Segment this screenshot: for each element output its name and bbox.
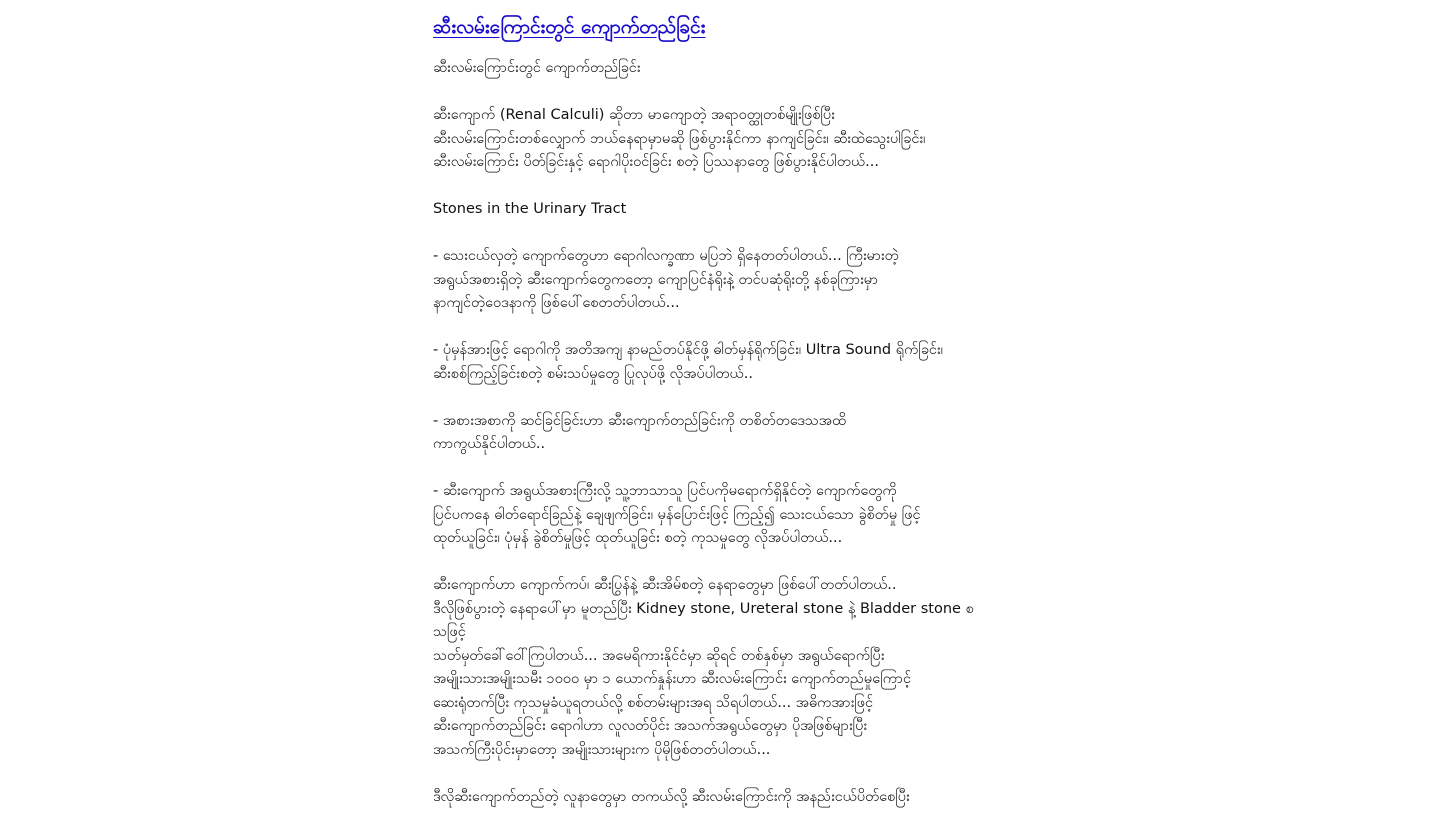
diagnosis-paragraph: - ပုံမှန်အားဖြင့် ရောဂါကို အတိအကျ နာမည်တပ်နိုင်ဖို့ ဓါတ်မှန်ရိုက်ခြင်း၊ Ultra Sound ရိုက်ခြင်း၊ ဆီးစစ်ကြည့်ခြင်းစတဲ့ စမ်းသပ်မှုတွေ ပြုလုပ်ဖို့ လိုအပ်ပါတယ်.. bbox=[433, 342, 943, 382]
english-subtitle-paragraph: Stones in the Urinary Tract bbox=[433, 201, 627, 217]
prevention-paragraph: - အစားအစာကို ဆင်ခြင်ခြင်းဟာ ဆီးကျောက်တည်ခြင်းကို တစိတ်တဒေသအထိ ကာကွယ်နိုင်ပါတယ်.. bbox=[433, 412, 847, 452]
article-title-link[interactable]: ဆီးလမ်းကြောင်းတွင် ကျောက်တည်ခြင်း bbox=[433, 16, 706, 38]
article bbox=[433, 10, 993, 833]
definition-paragraph: ဆီးကျောက် (Renal Calculi) ဆိုတာ မာကျောတဲ့ အရာဝတ္ထုတစ်မျိုးဖြစ်ပြီး ဆီးလမ်းကြောင်းတစ်လျှောက် ဘယ်နေရာမှာမဆို ဖြစ်ပွားနိုင်ကာ နာကျင်ခြင်း၊ ဆီးထဲသွေးပါခြင်း၊ ဆီးလမ်းကြောင်း ပိတ်ခြင်းနှင့် ရောဂါပိုးဝင်ခြင်း စတဲ့ ပြဿနာတွေ ဖြစ်ပွားနိုင်ပါတယ်... bbox=[433, 107, 926, 170]
location-statistics-paragraph: ဆီးကျောက်ဟာ ကျောက်ကပ်၊ ဆီးပြွန်နဲ့ ဆီးအိမ်စတဲ့ နေရာတွေမှာ ဖြစ်ပေါ်တတ်ပါတယ်.. ဒီလိုဖြစ်ပွားတဲ့ နေရာပေါ်မှာ မူတည်ပြီး Kidney stone, Ureteral stone နဲ့ Bladder stone စသဖြင့် သတ်မှတ်ခေါ်ဝေါ်ကြပါတယ်... အမေရိကားနိုင်ငံမှာ ဆိုရင် တစ်နှစ်မှာ အရွယ်ရောက်ပြီး အမျိုးသားအမျိုးသမီး ၁၀၀၀ မှာ ၁ ယောက်နှုန်းဟာ ဆီးလမ်းကြောင်း ကျောက်တည်မှုကြောင့် ဆေးရုံတက်ပြီး ကုသမှုခံယူရတယ်လို့ စစ်တမ်းများအရ သိရပါတယ်... အဓိကအားဖြင့် ဆီးကျောက်တည်ခြင်း ရောဂါဟာ လူလတ်ပိုင်း အသက်အရွယ်တွေမှာ ပိုအဖြစ်များပြီး အသက်ကြီးပိုင်းမှာတော့ အမျိုးသားများက ပိုမိုဖြစ်တတ်ပါတယ်... bbox=[433, 577, 974, 758]
intro-heading-paragraph: ဆီးလမ်းကြောင်းတွင် ကျောက်တည်ခြင်း bbox=[433, 60, 641, 76]
continuation-paragraph: ဒီလိုဆီးကျောက်တည်တဲ့ လူနာတွေမှာ တကယ်လို့ ဆီးလမ်းကြောင်းကို အနည်းငယ်ပိတ်စေပြီး bbox=[433, 788, 910, 805]
treatment-paragraph: - ဆီးကျောက် အရွယ်အစားကြီးလို့ သူ့ဘာသာသူ ပြင်ပကိုမရောက်ရှိနိုင်တဲ့ ကျောက်တွေကို ပြင်ပကနေ ဓါတ်ရောင်ခြည်နဲ့ ချေဖျက်ခြင်း၊ မှန်ပြောင်းဖြင့် ကြည့်၍ သေးငယ်သော ခွဲစိတ်မှု ဖြင့် ထုတ်ယူခြင်း၊ ပုံမှန် ခွဲစိတ်မှုဖြင့် ထုတ်ယူခြင်း စတဲ့ ကုသမှုတွေ လိုအပ်ပါတယ်... bbox=[433, 483, 921, 546]
symptoms-paragraph: - သေးငယ်လှတဲ့ ကျောက်တွေဟာ ရောဂါလက္ခဏာ မပြဘဲ ရှိနေတတ်ပါတယ်... ကြီးမားတဲ့ အရွယ်အစားရှိတဲ့ ဆီးကျောက်တွေကတော့ ကျောပြင်နံရိုးနဲ့ တင်ပဆုံရိုးတို့ နစ်ခုကြားမှာ နာကျင်တဲ့ဝေဒနာကို ဖြစ်ပေါ်စေတတ်ပါတယ်... bbox=[433, 248, 899, 311]
